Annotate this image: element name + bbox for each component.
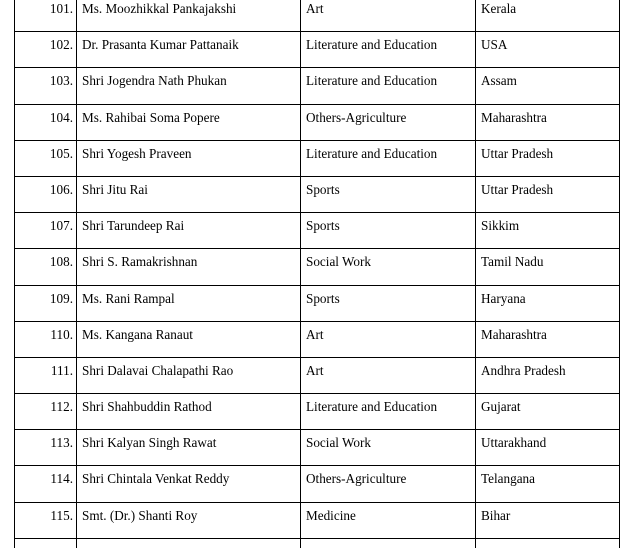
cell-sno: [15, 502, 77, 538]
cell-state-text: Sikkim: [481, 218, 520, 234]
cell-field-text: Sports: [306, 181, 340, 197]
table-row: [15, 104, 620, 140]
cell-sno: [15, 68, 77, 104]
cell-sno: [15, 104, 77, 140]
cell-state-text: Tamil Nadu: [481, 254, 544, 270]
cell-field-text: Literature and Education: [306, 145, 438, 161]
cell-field: [301, 538, 476, 548]
table-row: [15, 321, 620, 357]
table-body: [15, 0, 620, 548]
cell-name-text: Ms. Kangana Ranaut: [82, 326, 193, 342]
cell-name: [77, 104, 301, 140]
cell-state: [476, 538, 620, 548]
cell-field: [301, 321, 476, 357]
cell-field-text: Art: [306, 362, 324, 378]
cell-field: [301, 176, 476, 212]
cell-sno: [15, 321, 77, 357]
cell-sno-text: 108.: [49, 254, 73, 270]
cell-sno: [15, 249, 77, 285]
cell-sno-text: 106.: [49, 181, 73, 197]
cell-sno: [15, 140, 77, 176]
cell-sno: [15, 394, 77, 430]
cell-field: [301, 394, 476, 430]
cell-state-text: Telangana: [481, 471, 535, 487]
awards-table-wrapper: [14, 0, 619, 548]
cell-sno-text: 104.: [49, 109, 73, 125]
cell-sno: [15, 213, 77, 249]
cell-name: [77, 394, 301, 430]
cell-state-text: Assam: [481, 73, 517, 89]
cell-state: [476, 140, 620, 176]
cell-field-text: Sports: [306, 218, 340, 234]
cell-state-text: Andhra Pradesh: [481, 362, 566, 378]
cell-state: [476, 176, 620, 212]
cell-field-text: Others-Agriculture: [306, 109, 407, 125]
cell-sno: [15, 285, 77, 321]
cell-field-text: Social Work: [306, 254, 371, 270]
cell-state: [476, 466, 620, 502]
cell-state: [476, 285, 620, 321]
cell-state-text: Uttar Pradesh: [481, 181, 554, 197]
cell-sno: [15, 0, 77, 32]
cell-name-text: Shri Shahbuddin Rathod: [82, 399, 212, 415]
cell-sno: [15, 357, 77, 393]
cell-name-text: Shri S. Ramakrishnan: [82, 254, 198, 270]
cell-sno-text: 115.: [50, 507, 73, 523]
cell-field-text: Medicine: [306, 507, 356, 523]
cell-state-text: Maharashtra: [481, 326, 547, 342]
cell-state: [476, 357, 620, 393]
cell-field-text: Literature and Education: [306, 399, 438, 415]
awards-table: [14, 0, 620, 548]
cell-name-text: Shri Chintala Venkat Reddy: [82, 471, 230, 487]
cell-name-text: Ms. Rani Rampal: [82, 290, 175, 306]
cell-name-text: Shri Jogendra Nath Phukan: [82, 73, 227, 89]
cell-field-text: Sports: [306, 290, 340, 306]
cell-name: [77, 285, 301, 321]
cell-state: [476, 430, 620, 466]
cell-field: [301, 0, 476, 32]
cell-sno-text: 114.: [50, 471, 73, 487]
cell-name: [77, 32, 301, 68]
cell-state-text: Haryana: [481, 290, 526, 306]
table-row: [15, 394, 620, 430]
table-row: [15, 430, 620, 466]
table-row: [15, 176, 620, 212]
cell-field: [301, 32, 476, 68]
cell-sno-text: 110.: [50, 326, 73, 342]
cell-name-text: Shri Kalyan Singh Rawat: [82, 435, 217, 451]
cell-name: [77, 466, 301, 502]
cell-name-text: Ms. Moozhikkal Pankajakshi: [82, 1, 237, 16]
cell-state-text: Bihar: [481, 507, 511, 523]
table-row: [15, 68, 620, 104]
cell-field-text: Literature and Education: [306, 37, 438, 53]
cell-name: [77, 502, 301, 538]
cell-name-text: Dr. Prasanta Kumar Pattanaik: [82, 37, 239, 53]
table-row-partial: [15, 538, 620, 548]
table-row: [15, 249, 620, 285]
cell-field-text: Art: [306, 1, 324, 16]
cell-sno-text: 113.: [50, 435, 73, 451]
cell-state-text: Kerala: [481, 1, 517, 16]
cell-name: [77, 430, 301, 466]
cell-sno-text: 103.: [49, 73, 73, 89]
cell-sno: [15, 466, 77, 502]
cell-field-text: Others-Agriculture: [306, 471, 407, 487]
cell-field-text: Art: [306, 326, 324, 342]
cell-name-text: Shri Dalavai Chalapathi Rao: [82, 362, 234, 378]
cell-sno: [15, 32, 77, 68]
table-row: [15, 357, 620, 393]
table-row: [15, 32, 620, 68]
cell-name-text: Ms. Rahibai Soma Popere: [82, 109, 220, 125]
cell-sno: [15, 538, 77, 548]
cell-sno-text: 105.: [49, 145, 73, 161]
cell-field-text: Social Work: [306, 435, 371, 451]
cell-field: [301, 68, 476, 104]
cell-name: [77, 213, 301, 249]
cell-name: [77, 357, 301, 393]
cell-state: [476, 249, 620, 285]
cell-state: [476, 502, 620, 538]
cell-sno-text: 109.: [49, 290, 73, 306]
cell-field: [301, 357, 476, 393]
cell-name-text: Shri Yogesh Praveen: [82, 145, 192, 161]
cell-state: [476, 394, 620, 430]
cell-sno-text: 107.: [49, 218, 73, 234]
cell-name: [77, 68, 301, 104]
cell-field: [301, 213, 476, 249]
cell-field-text: Literature and Education: [306, 73, 438, 89]
cell-field: [301, 466, 476, 502]
cell-sno-text: 101.: [49, 1, 73, 16]
cell-state: [476, 104, 620, 140]
cell-state: [476, 32, 620, 68]
table-row: [15, 502, 620, 538]
cell-name: [77, 538, 301, 548]
cell-state-text: Uttar Pradesh: [481, 145, 554, 161]
table-row: [15, 0, 620, 32]
cell-state-text: Gujarat: [481, 399, 521, 415]
cell-sno-text: 112.: [50, 399, 73, 415]
cell-state: [476, 68, 620, 104]
cell-sno: [15, 176, 77, 212]
cell-state-text: USA: [481, 37, 508, 53]
cell-name: [77, 321, 301, 357]
cell-field: [301, 430, 476, 466]
cell-state-text: Maharashtra: [481, 109, 547, 125]
cell-name-text: Shri Tarundeep Rai: [82, 218, 185, 234]
cell-field: [301, 502, 476, 538]
cell-field: [301, 140, 476, 176]
cell-name: [77, 140, 301, 176]
cell-name: [77, 249, 301, 285]
cell-state: [476, 213, 620, 249]
table-row: [15, 213, 620, 249]
table-row: [15, 285, 620, 321]
cell-state: [476, 321, 620, 357]
cell-name-text: Shri Jitu Rai: [82, 181, 148, 197]
cell-state: [476, 0, 620, 32]
cell-field: [301, 249, 476, 285]
table-row: [15, 140, 620, 176]
cell-sno-text: 111.: [50, 362, 73, 378]
cell-sno-text: 102.: [49, 37, 73, 53]
cell-name-text: Smt. (Dr.) Shanti Roy: [82, 507, 198, 523]
cell-field: [301, 285, 476, 321]
cell-state-text: Uttarakhand: [481, 435, 547, 451]
table-row: [15, 466, 620, 502]
cell-sno: [15, 430, 77, 466]
cell-name: [77, 176, 301, 212]
cell-name: [77, 0, 301, 32]
cell-field: [301, 104, 476, 140]
